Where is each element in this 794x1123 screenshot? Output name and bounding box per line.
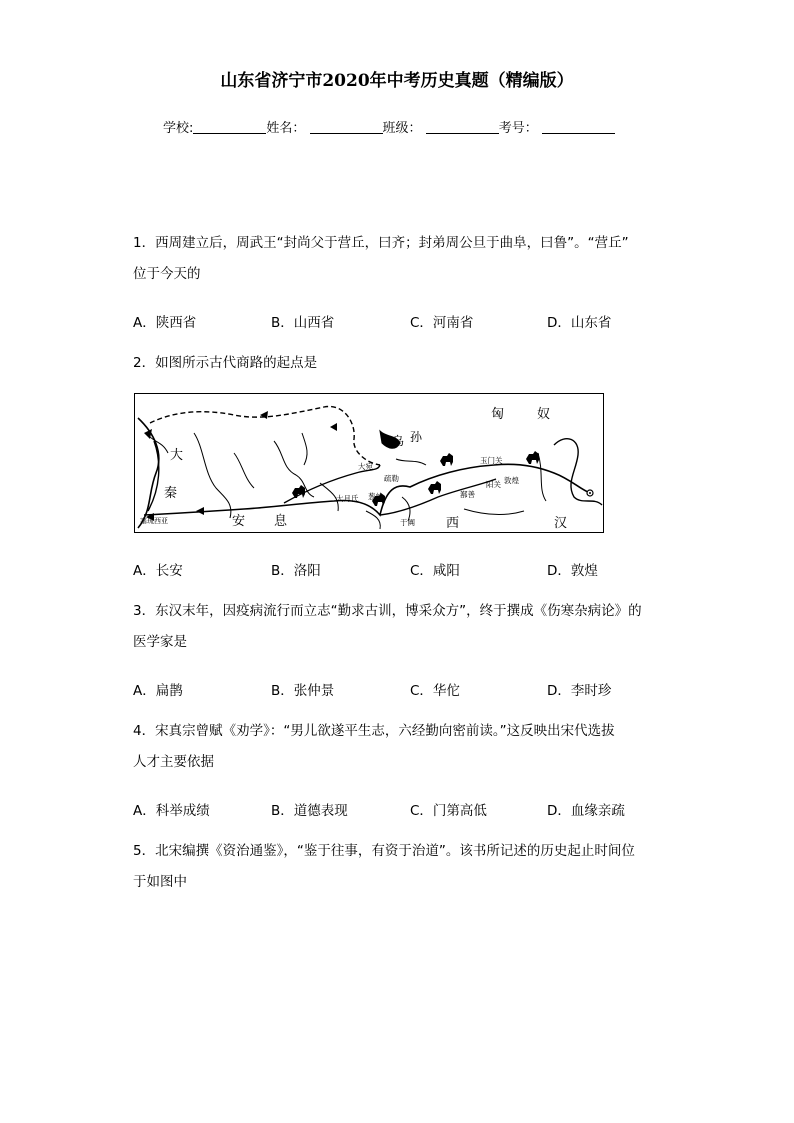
map-label-dawan: 大宛 (358, 462, 373, 471)
map-label-han: 汉 (554, 516, 568, 531)
question-5 (133, 836, 635, 898)
map-label-anxi-1: 安 (232, 514, 246, 529)
map-label-daqin-2: 秦 (164, 486, 178, 501)
question-line: 于如图中 (133, 874, 187, 890)
map-label-yumenguan: 玉门关 (480, 456, 503, 465)
map-label-congling: 葱岭 (368, 492, 383, 501)
option-c[interactable]: C．咸阳 (410, 563, 460, 579)
map-label-yutian: 于阗 (400, 518, 415, 527)
option-b[interactable]: B．张仲景 (271, 683, 335, 699)
map-label-yangguan: 阳关 (486, 480, 501, 489)
question-line: 人才主要依据 (133, 754, 214, 770)
silk-road-map (134, 393, 604, 533)
option-c[interactable]: C．河南省 (410, 315, 474, 331)
option-a[interactable]: A．长安 (133, 563, 183, 579)
class-blank[interactable] (426, 121, 499, 134)
school-label: 学校: (163, 121, 194, 136)
option-d[interactable]: D．李时珍 (547, 683, 612, 699)
question-line: 医学家是 (133, 634, 187, 650)
option-a[interactable]: A．陕西省 (133, 315, 197, 331)
question-2 (133, 348, 317, 379)
map-label-dayuezhi: 大月氏 (336, 494, 359, 503)
map-label-shule: 疏勒 (384, 474, 399, 483)
map-label-dunhuang: 敦煌 (504, 476, 519, 485)
class-label: 班级： (382, 121, 422, 136)
map-label-wusun-1: 乌 (392, 434, 405, 448)
question-4 (133, 716, 615, 778)
option-d[interactable]: D．山东省 (547, 315, 612, 331)
option-c[interactable]: C．门第高低 (410, 803, 487, 819)
map-label-xiongnu-2: 奴 (537, 407, 551, 422)
question-3 (133, 596, 642, 658)
map-figure (134, 393, 604, 533)
question-line: 1．西周建立后，周武王“封尚父于营丘，曰齐；封弟周公旦于曲阜，曰鲁”。“营丘” (133, 235, 629, 251)
exam-no-label: 考号： (498, 121, 538, 136)
question-line: 3．东汉末年，因疫病流行而立志“勤求古训，博采众方”，终于撰成《伤寒杂病论》的 (133, 603, 642, 619)
option-b[interactable]: B．山西省 (271, 315, 335, 331)
exam-no-blank[interactable] (542, 121, 615, 134)
question-1 (133, 228, 629, 290)
page-title: 山东省济宁市2020年中考历史真题（精编版） (220, 71, 574, 91)
question-line: 4．宋真宗曾赋《劝学》：“男儿欲遂平生志，六经勤向密前读。”这反映出宋代选拔 (133, 723, 615, 739)
school-blank[interactable] (193, 121, 266, 134)
name-blank[interactable] (310, 121, 383, 134)
question-line: 位于今天的 (133, 266, 201, 282)
option-b[interactable]: B．道德表现 (271, 803, 348, 819)
option-d[interactable]: D．血缘亲疏 (547, 803, 625, 819)
name-label: 姓名： (266, 121, 306, 136)
map-label-daqin-1: 大 (170, 448, 184, 463)
map-label-route-west: 塞琉西亚 (140, 517, 168, 525)
map-label-anxi-2: 息 (274, 514, 288, 529)
option-a[interactable]: A．科举成绩 (133, 803, 210, 819)
question-line: 5．北宋编撰《资治通鉴》，“鉴于往事，有资于治道”。该书所记述的历史起止时间位 (133, 843, 635, 859)
map-label-shanshan: 鄯善 (460, 490, 475, 499)
option-a[interactable]: A．扁鹊 (133, 683, 183, 699)
map-label-wusun-2: 孙 (410, 430, 423, 444)
question-line: 2．如图所示古代商路的起点是 (133, 355, 318, 371)
map-label-xiyu: 西 (446, 516, 460, 531)
map-label-xiongnu-1: 匈 (491, 407, 505, 422)
student-info-line (163, 117, 615, 136)
option-d[interactable]: D．敦煌 (547, 563, 598, 579)
option-c[interactable]: C．华佗 (410, 683, 460, 699)
option-b[interactable]: B．洛阳 (271, 563, 321, 579)
